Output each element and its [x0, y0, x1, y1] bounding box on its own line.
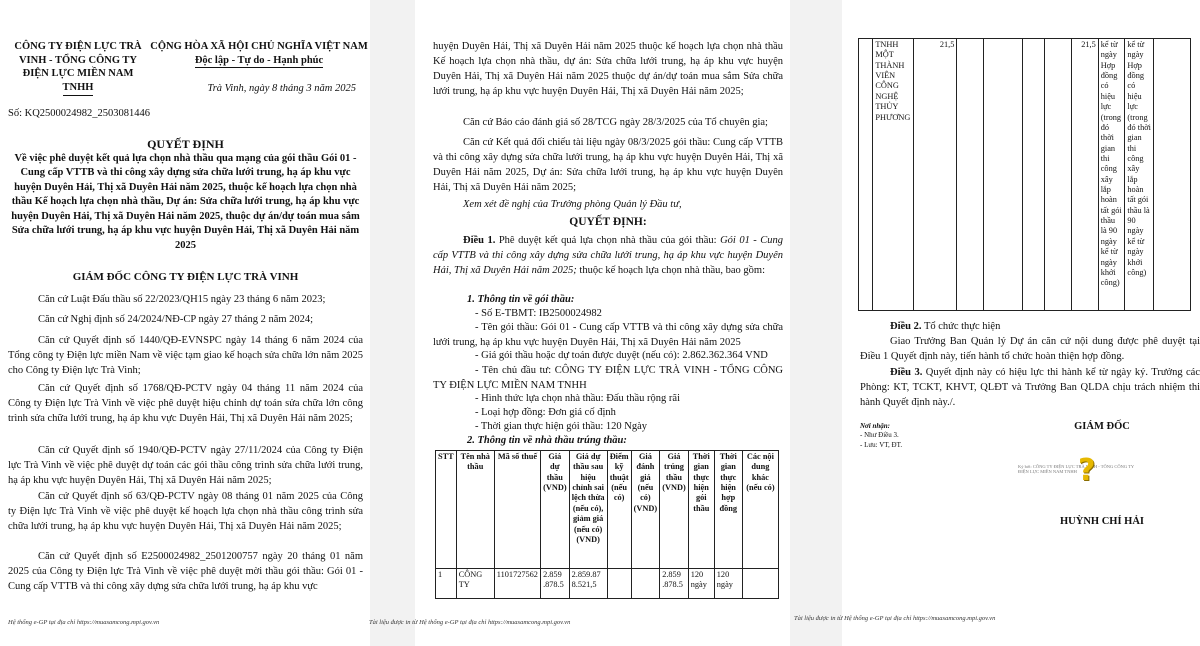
info-item: - Tên gói thầu: Gói 01 - Cung cấp VTTB và thi công xây dựng sửa chữa lưới trung, hạ áp khu vực huyện Duyên Hải, Thị xã Duyên Hải năm 2025	[433, 322, 783, 348]
signature-title: GIÁM ĐỐC	[1074, 421, 1130, 432]
legal-basis: Căn cứ Quyết định số E2500024982_2501200757 ngày 20 tháng 01 năm 2025 của Công ty Điện lực Trà Vinh về việc phê duyệt mời thầu gói thầu: Gói 01 - Cung cấp VTTB và thi công xây dựng sửa chữa lưới trung, hạ áp khu vực	[8, 551, 363, 592]
page-footer: Tài liệu được in từ Hệ thống e-GP tại địa chỉ https://muasamcong.mpi.gov.vn	[369, 619, 571, 626]
page-gap	[790, 0, 842, 646]
legal-basis: Căn cứ Nghị định số 24/2024/NĐ-CP ngày 27 tháng 2 năm 2024;	[38, 314, 314, 325]
national-header: CỘNG HÒA XÃ HỘI CHỦ NGHĨA VIỆT NAM Độc lập - Tự do - Hạnh phúc Trà Vinh, ngày 8 tháng 3 năm 2025	[144, 40, 374, 96]
article-2-body: Giao Trưởng Ban Quản lý Dự án căn cứ nội dung được phê duyệt tại Điều 1 Quyết định này, tiến hành tổ chức hoàn thiện hợp đồng.	[860, 336, 1200, 362]
place-date: Trà Vinh, ngày 8 tháng 3 năm 2025	[207, 83, 356, 95]
continued-basis: huyện Duyên Hải, Thị xã Duyên Hải năm 2025 thuộc kế hoạch lựa chọn nhà thầu Kế hoạch lựa chọn nhà thầu, dự án: Sửa chữa lưới trung, hạ áp khu vực huyện Duyên Hải, Thị xã Duyên Hải năm 2025 thuộc dự án/dự toán mua sắm Sửa chữa lưới trung, hạ áp khu vực huyện Duyên Hải, Thị xã Duyên Hải năm 2025;	[433, 41, 783, 97]
page-footer: Tài liệu được in từ Hệ thống e-GP tại địa chỉ https://muasamcong.mpi.gov.vn	[794, 615, 996, 622]
signer-name: HUỲNH CHÍ HẢI	[1059, 516, 1144, 527]
table-row: TNHH MỘT THÀNH VIÊN CÔNG NGHỆ THỦY PHƯƠNG 21,5 21,5 kể từ ngày Hợp đồng có hiệu lực (trong đó thời gian thi công xây lắp hoàn tất gói thầu là 90 ngày kể từ ngày khởi công) kể từ ngày Hợp đồng có hiệu lực (trong đó thời gian thi công xây lắp hoàn tất gói thầu là 90 ngày kể từ ngày khởi công)	[859, 39, 1191, 311]
unverified-signature-icon: ?	[1078, 453, 1096, 488]
winner-table	[435, 450, 779, 599]
info-item: - Thời gian thực hiện gói thầu: 120 Ngày	[475, 421, 648, 432]
page-footer: Hệ thống e-GP tại địa chỉ https://muasamcong.mpi.gov.vn	[8, 619, 160, 626]
digital-signature-stamp: Ký bởi: CÔNG TY ĐIỆN LỰC TRÀ VINH - TỔNG CÔNG TY ĐIỆN LỰC MIỀN NAM TNHH	[1018, 464, 1134, 474]
legal-basis: Căn cứ Quyết định số 1440/QĐ-EVNSPC ngày 14 tháng 6 năm 2024 của Tổng công ty Điện lực miền Nam về việc tạm giao kế hoạch sửa chữa lớn năm 2025 cho Công ty Điện lực Trà Vinh;	[8, 335, 363, 376]
document-page-2	[369, 0, 790, 646]
basis-report: Căn cứ Báo cáo đánh giá số 28/TCG ngày 28/3/2025 của Tổ chuyên gia;	[463, 117, 768, 128]
info-item: - Giá gói thầu hoặc dự toán được duyệt (nếu có): 2.862.362.364 VND	[475, 350, 768, 361]
legal-basis: Căn cứ Quyết định số 1768/QĐ-PCTV ngày 04 tháng 11 năm 2024 của Công ty Điện lực Trà Vinh về việc phê duyệt hiệu chỉnh dự toán sửa chữa lớn công trình sửa chữa lưới trung, hạ áp khu vực Duyên Hải, Thị xã Duyên Hải năm 2025;	[8, 383, 363, 424]
decision-heading: QUYẾT ĐỊNH:	[569, 216, 647, 228]
info-item: - Loại hợp đồng: Đơn giá cố định	[475, 407, 616, 418]
legal-basis: Căn cứ Luật Đấu thầu số 22/2023/QH15 ngày 23 tháng 6 năm 2023;	[38, 294, 326, 305]
basis-result: Căn cứ Kết quả đối chiếu tài liệu ngày 08/3/2025 gói thầu: Cung cấp VTTB và thi công xây dựng sửa chữa lưới trung, hạ áp khu vực huyện Duyên Hải, Thị xã Duyên Hải năm 2025, Dự án: Sửa chữa lưới trung, hạ áp khu vực huyện Duyên Hải, Thị xã Duyên Hải năm 2025;	[433, 137, 783, 193]
article-3: Điều 3. Quyết định này có hiệu lực thi hành kể từ ngày ký. Trưởng các Phòng: KT, TCKT, KHVT, QLĐT và Trưởng Ban QLDA chịu trách nhiệm thi hành Quyết định này./.	[860, 367, 1200, 408]
page-gap	[370, 0, 415, 646]
document-subject: Về việc phê duyệt kết quả lựa chọn nhà thầu qua mạng của gói thầu Gói 01 - Cung cấp VTTB và thi công xây dựng sửa chữa lưới trung, hạ áp khu vực huyện Duyên Hải, Thị xã Duyên Hải năm 2025, thuộc kế hoạch lựa chọn nhà thầu Kế hoạch lựa chọn nhà thầu, Dự án: Sửa chữa lưới trung, hạ áp khu vực huyện Duyên Hải, Thị xã Duyên Hải năm 2025, thuộc dự án/dự toán mua sắm Sửa chữa lưới trung, hạ áp khu vực huyện Duyên Hải, Thị xã Duyên Hải năm 2025	[11, 153, 360, 251]
legal-basis: Căn cứ Quyết định số 63/QĐ-PCTV ngày 08 tháng 01 năm 2025 của Công ty Điện lực Trà Vinh về việc phê duyệt kế hoạch lựa chọn nhà thầu công trình sửa chữa lưới trung, hạ áp khu vực huyện Duyên Hải, Thị xã Duyên Hải năm 2025;	[8, 491, 363, 532]
document-page-3	[794, 0, 1200, 646]
recipients: Nơi nhận: - Như Điều 3. - Lưu: VT, ĐT.	[860, 422, 903, 449]
table-header-row: STT Tên nhà thầu Mã số thuế Giá dự thầu (VND) Giá dự thầu sau hiệu chỉnh sai lệch thừa (nếu có), giảm giá (nếu có) (VND) Điểm kỹ thuật (nếu có) Giá đánh giá (nếu có) (VND) Giá trúng thầu (VND) Thời gian thực hiện gói thầu Thời gian thực hiện hợp đồng Các nội dung khác (nếu có)	[436, 451, 779, 569]
section-package-info: 1. Thông tin về gói thầu:	[467, 294, 575, 305]
issuing-authority: GIÁM ĐỐC CÔNG TY ĐIỆN LỰC TRÀ VINH	[72, 271, 299, 283]
document-title: QUYẾT ĐỊNH	[147, 137, 224, 151]
info-item: - Tên chủ đầu tư: CÔNG TY ĐIỆN LỰC TRÀ VINH - TỔNG CÔNG TY ĐIỆN LỰC MIỀN NAM TNHH	[433, 365, 783, 391]
organization-name: CÔNG TY ĐIỆN LỰC TRÀ VINH - TỔNG CÔNG TY ĐIỆN LỰC MIỀN NAM TNHH	[8, 40, 148, 96]
document-number: Số: KQ2500024982_2503081446	[8, 108, 151, 119]
winner-table-continued	[858, 38, 1191, 311]
article-2: Điều 2. Tổ chức thực hiện	[890, 321, 1001, 332]
section-winner-info: 2. Thông tin về nhà thầu trúng thầu:	[467, 435, 627, 446]
document-page-1	[0, 0, 370, 646]
info-item: - Số E-TBMT: IB2500024982	[475, 308, 602, 319]
consideration: Xem xét đề nghị của Trưởng phòng Quản lý Đầu tư,	[463, 199, 682, 210]
legal-basis: Căn cứ Quyết định số 1940/QĐ-PCTV ngày 27/11/2024 của Công ty Điện lực Trà Vinh về việc phê duyệt dự toán các gói thầu công trình sửa chữa lưới trung, hạ áp khu vực huyện Duyên Hải, Thị xã Duyên Hải năm 2025;	[8, 445, 363, 486]
info-item: - Hình thức lựa chọn nhà thầu: Đấu thầu rộng rãi	[475, 393, 680, 404]
article-1: Điều 1. Phê duyệt kết quả lựa chọn nhà thầu của gói thầu: Gói 01 - Cung cấp VTTB và thi công xây dựng sửa chữa lưới trung, hạ áp khu vực huyện Duyên Hải, Thị xã Duyên Hải năm 2025; thuộc kế hoạch lựa chọn nhà thầu, bao gồm:	[433, 235, 784, 276]
table-row: 1 CÔNG TY 1101727562 2.859 .878.5 2.859.87 8.521,5 2.859 .878.5 120 ngày 120 ngày	[436, 569, 779, 599]
